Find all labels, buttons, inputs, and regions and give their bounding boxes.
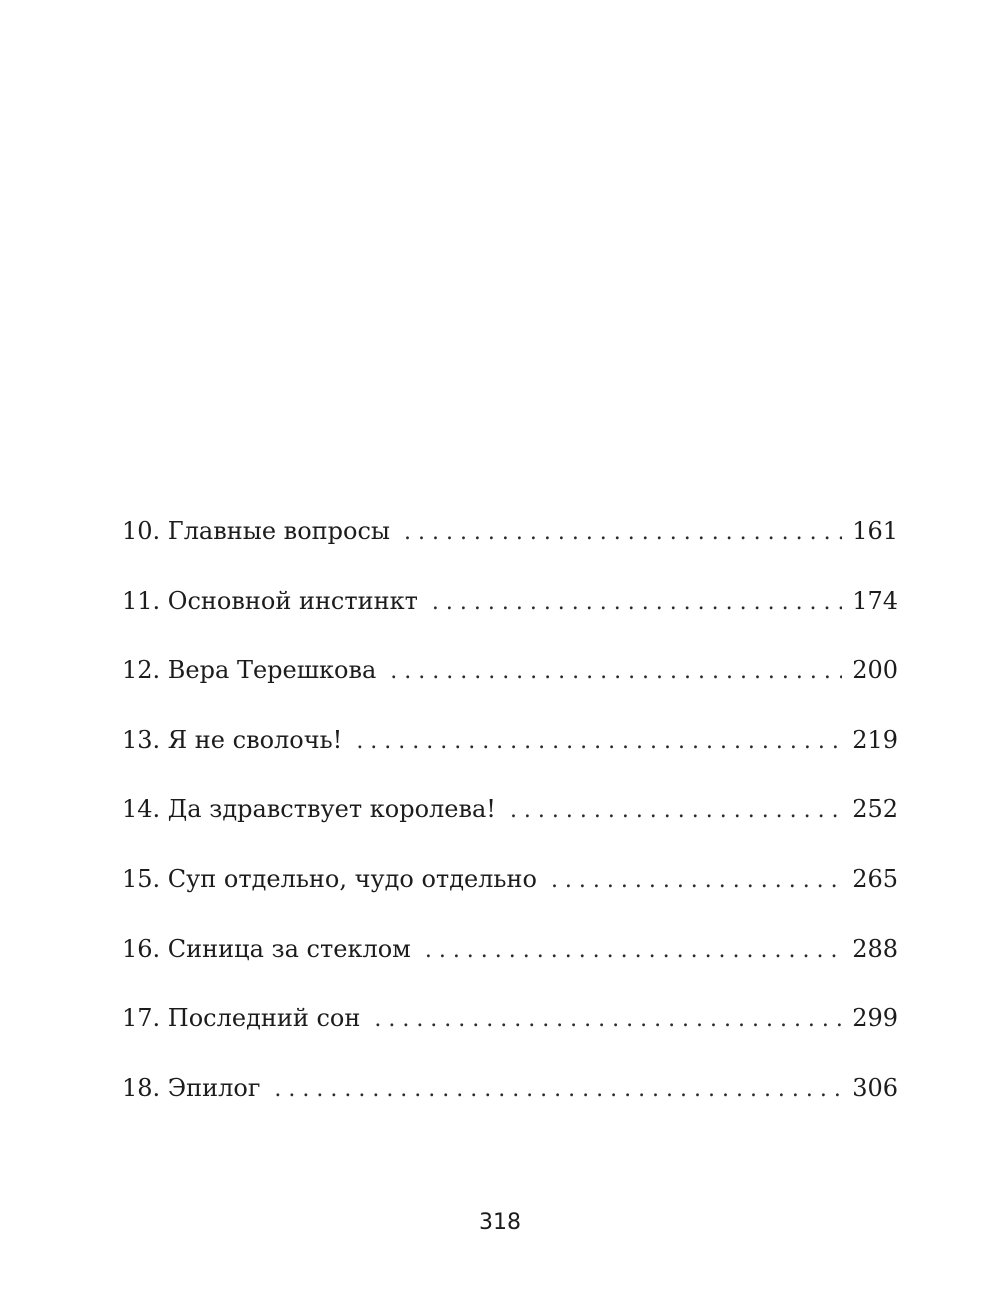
toc-entry (122, 794, 898, 864)
toc-entry (122, 725, 898, 795)
toc-entry-page: 219 (852, 725, 898, 754)
page-number: 318 (479, 1210, 521, 1235)
toc-entry-title: 16. Синица за стеклом (122, 934, 411, 963)
toc-entry-title: 11. Основной инстинкт (122, 586, 418, 615)
toc-entry-title: 10. Главные вопросы (122, 517, 390, 545)
toc-entry (122, 655, 898, 725)
dot-leader (356, 727, 842, 757)
toc-entry-title: 15. Суп отдельно, чудо отдельно (122, 864, 537, 893)
toc-entry-page: 200 (852, 656, 898, 685)
toc-entry (122, 516, 898, 586)
toc-entry-title: 13. Я не сволочь! (122, 725, 343, 754)
toc-entry (122, 864, 898, 934)
dot-leader (510, 796, 842, 826)
toc-entry-title: 12. Вера Терешкова (122, 656, 377, 685)
toc-entry-page: 161 (852, 517, 898, 545)
toc-entry (122, 586, 898, 656)
toc-entry-page: 306 (852, 1073, 898, 1102)
dot-leader (374, 1005, 842, 1035)
toc-entry-title: 18. Эпилог (122, 1073, 261, 1102)
toc-entry (122, 1003, 898, 1073)
dot-leader (425, 936, 842, 966)
toc-entry-title: 17. Последний сон (122, 1004, 361, 1033)
dot-leader (432, 588, 842, 618)
toc-entry-page: 252 (852, 795, 898, 824)
toc-entry-title: 14. Да здравствует королева! (122, 795, 496, 824)
toc-entry (122, 934, 898, 1004)
toc-entry-page: 174 (852, 586, 898, 615)
dot-leader (551, 866, 842, 896)
toc-entry (122, 1073, 898, 1143)
dot-leader (390, 657, 842, 687)
toc-entry-page: 265 (852, 864, 898, 893)
toc-entry-page: 288 (852, 934, 898, 963)
dot-leader (404, 518, 842, 548)
toc-entry-page: 299 (852, 1004, 898, 1033)
dot-leader (274, 1075, 842, 1105)
table-of-contents (122, 516, 898, 1142)
